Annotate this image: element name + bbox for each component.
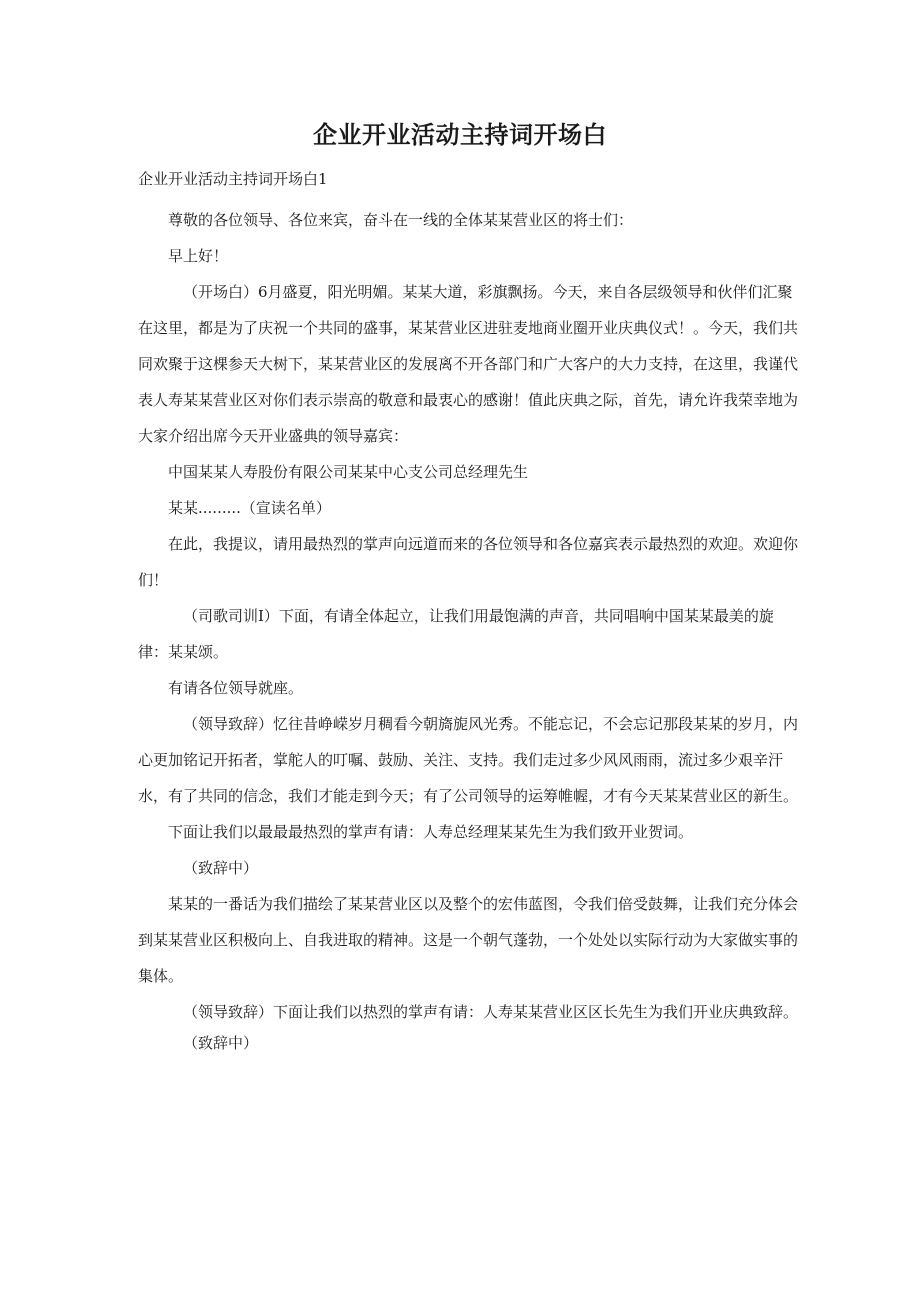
paragraph-invite-district-head: （领导致辞）下面让我们以热烈的掌声有请：人寿某某营业区区长先生为我们开业庆典致辞。 — [183, 1003, 799, 1021]
paragraph-invite-manager: 下面让我们以最最最热烈的掌声有请：人寿总经理某某先生为我们致开业贺词。 — [168, 823, 694, 841]
paragraph-good-morning: 早上好！ — [168, 247, 229, 265]
paragraph-guest-list: 某某.........（宣读名单） — [168, 499, 331, 517]
paragraph-speech-in-progress-1: （致辞中） — [183, 859, 259, 877]
page-title: 企业开业活动主持词开场白 — [313, 121, 607, 149]
paragraph-welcome: 在此，我提议，请用最热烈的掌声向远道而来的各位领导和各位嘉宾表示最热烈的欢迎。欢迎你们！ — [138, 535, 799, 589]
paragraph-opening: （开场白）6月盛夏，阳光明媚。某某大道，彩旗飘扬。今天，来自各层级领导和伙伴们汇聚在这里，都是为了庆祝一个共同的盛事，某某营业区进驻麦地商业圈开业庆典仪式！。今天，我们共同欢聚于这棵参天大树下，某某营业区的发展离不开各部门和广大客户的大力支持，在这里，我谨代表人寿某某营业区对你们表示崇高的敬意和最衷心的感谢！值此庆典之际，首先，请允许我荣幸地为大家介绍出席今天开业盛典的领导嘉宾： — [138, 283, 799, 445]
paragraph-speech-in-progress-2: （致辞中） — [183, 1034, 259, 1052]
paragraph-anthem: （司歌司训I）下面，有请全体起立，让我们用最饱满的声音，共同唱响中国某某最美的旋律：某某颂。 — [138, 607, 774, 661]
paragraph-speech-summary: 某某的一番话为我们描绘了某某营业区以及整个的宏伟蓝图，令我们倍受鼓舞，让我们充分体会到某某营业区积极向上、自我进取的精神。这是一个朝气蓬勃，一个处处以实际行动为大家做实事的集体。 — [138, 895, 799, 985]
paragraph-greeting: 尊敬的各位领导、各位来宾，奋斗在一线的全体某某营业区的将士们： — [168, 211, 634, 229]
document-body — [138, 202, 800, 1056]
paragraph-leader-speech-intro: （领导致辞）忆往昔峥嵘岁月稠看今朝旖旎风光秀。不能忘记，不会忘记那段某某的岁月，内心更加铭记开拓者，掌舵人的叮嘱、鼓励、关注、支持。我们走过多少风风雨雨，流过多少艰辛汗水，有了共同的信念，我们才能走到今天；有了公司领导的运筹帷幄，才有今天某某营业区的新生。 — [138, 715, 799, 805]
paragraph-be-seated: 有请各位领导就座。 — [168, 679, 304, 697]
document-subtitle: 企业开业活动主持词开场白1 — [138, 170, 328, 188]
paragraph-guest-title: 中国某某人寿股份有限公司某某中心支公司总经理先生 — [168, 463, 529, 481]
